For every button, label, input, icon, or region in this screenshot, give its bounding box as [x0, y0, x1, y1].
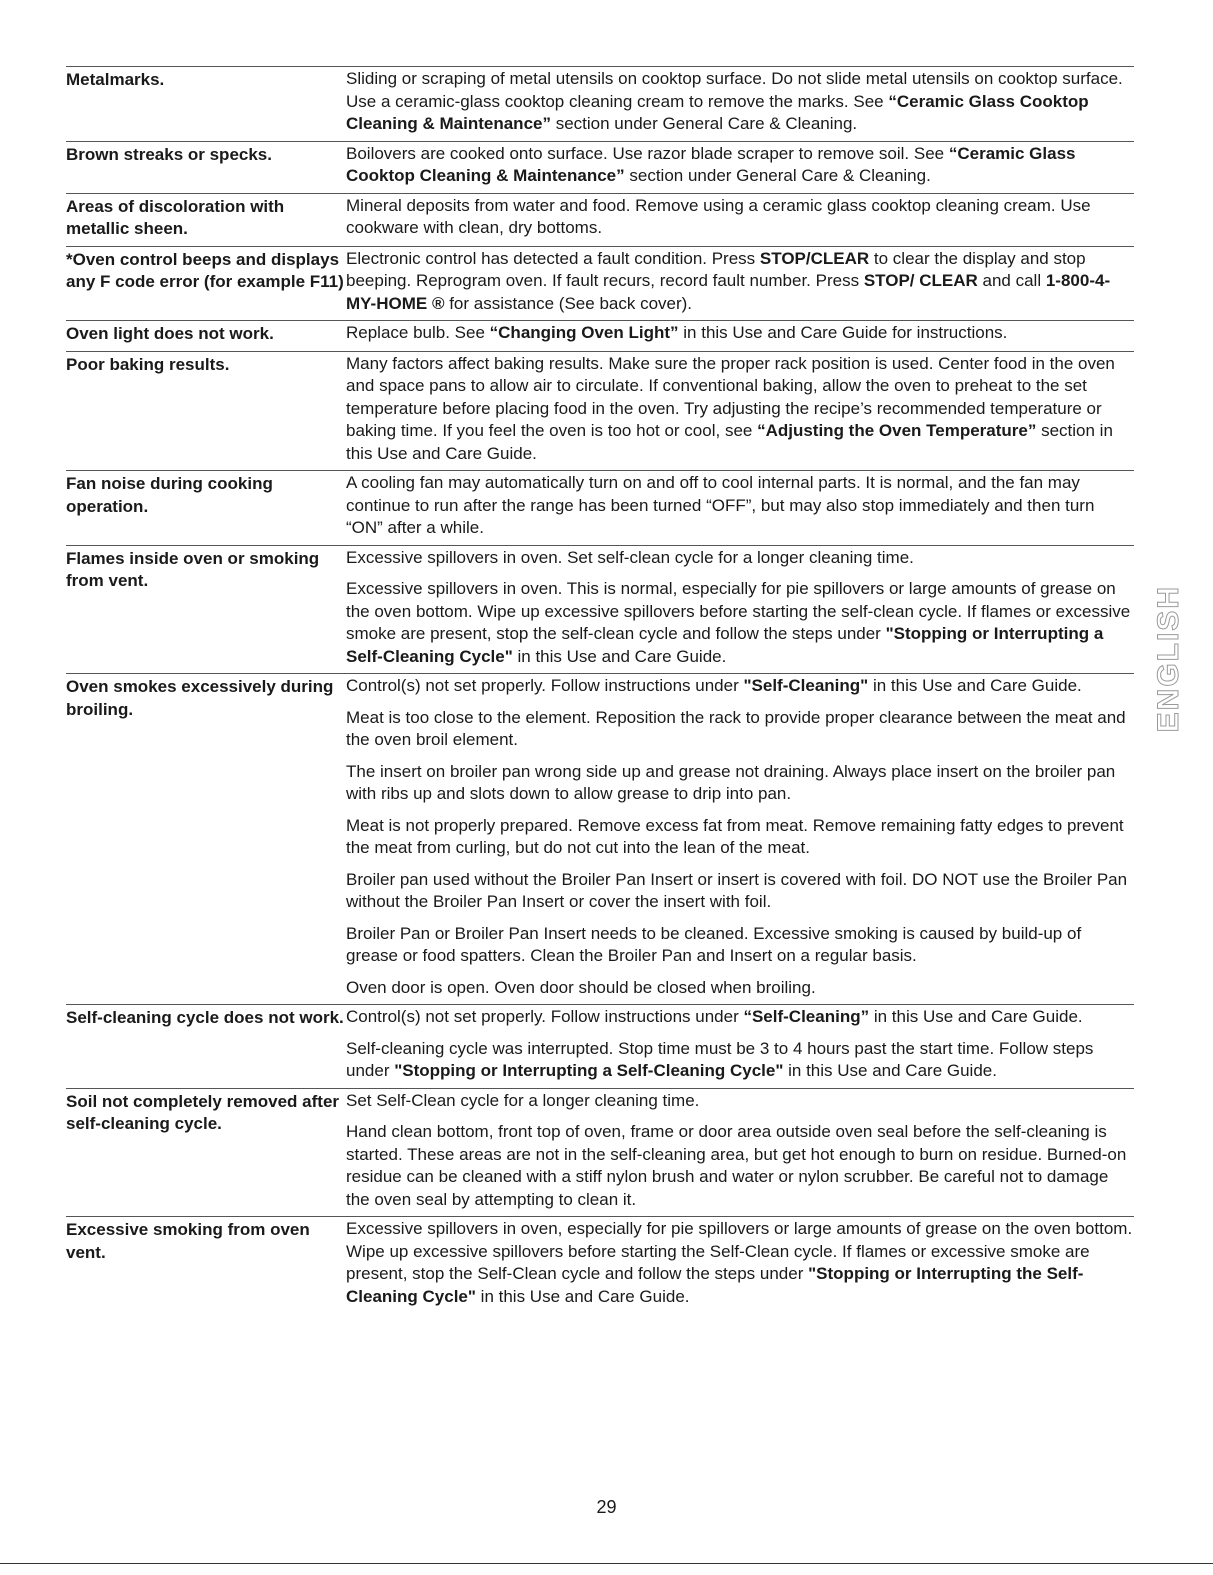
- causes-cell: [346, 675, 1134, 999]
- table-row: [66, 246, 1134, 321]
- cause-paragraph: [346, 353, 1134, 466]
- emphasis-text: “Self-Cleaning”: [743, 1007, 870, 1026]
- emphasis-text: STOP/CLEAR: [759, 248, 870, 268]
- text-run: Boilovers are cooked onto surface. Use razor blade scraper to remove soil. See: [346, 143, 949, 163]
- text-run: Control(s) not set properly. Follow instructions under: [346, 676, 744, 695]
- text-run: Excessive spillovers in oven. Set self-clean cycle for a longer cleaning time.: [346, 547, 914, 567]
- cause-paragraph: [346, 1090, 1134, 1113]
- problem-label: Fan noise during cooking operation.: [66, 474, 273, 516]
- problem-label: Soil not completely removed after self-cleaning cycle.: [66, 1091, 340, 1133]
- text-run: in this Use and Care Guide.: [868, 676, 1082, 695]
- text-run: section under General Care & Cleaning.: [550, 114, 858, 133]
- text-run: Electronic control has detected a fault condition. Press: [346, 248, 760, 268]
- text-run: Replace bulb. See: [346, 323, 490, 342]
- text-run: section under General Care & Cleaning.: [624, 166, 931, 185]
- cause-paragraph: [346, 248, 1134, 316]
- causes-cell: [346, 195, 1134, 241]
- text-run: Broiler Pan or Broiler Pan Insert needs to be cleaned. Excessive smoking is caused by build-up of grease or food spatters. Clean the Broiler Pan and Insert on a regular basis.: [346, 923, 1082, 965]
- text-run: in this Use and Care Guide.: [783, 1061, 997, 1080]
- problem-label: Oven smokes excessively during broiling.: [66, 677, 334, 719]
- causes-cell: [346, 248, 1134, 316]
- text-run: Excessive spillovers in oven. This is normal, especially for pie spillovers or large amounts of grease on the oven bottom. Wipe up excessive spillovers before starting the self-clean cycle. If flames or excessive smoke are present, stop the self-clean cycle and follow the steps under: [346, 579, 1131, 643]
- cause-paragraph: [346, 869, 1134, 914]
- text-run: in this Use and Care Guide.: [512, 646, 727, 666]
- text-run: Self-cleaning cycle was interrupted. Stop time must be 3 to 4 hours past the start time. Follow steps under: [346, 1038, 1094, 1080]
- emphasis-text: "Self-Cleaning": [743, 676, 869, 695]
- text-run: Mineral deposits from water and food. Remove using a ceramic glass cooktop cleaning cream. Use cookware with clean, dry bottoms.: [346, 195, 1091, 237]
- table-row: [66, 1088, 1134, 1217]
- problem-label: Areas of discoloration with metallic sheen.: [66, 196, 285, 238]
- causes-cell: [346, 143, 1134, 188]
- text-run: Sliding or scraping of metal utensils on cooktop surface. Do not slide metal utensils on cooktop surface. Use a ceramic-glass cooktop cleaning cream to remove the marks. See: [346, 69, 1123, 111]
- language-side-tab: [1152, 585, 1188, 735]
- cause-paragraph: [346, 1038, 1134, 1083]
- text-run: for assistance (See back cover).: [444, 293, 693, 313]
- cause-paragraph: [346, 547, 1134, 570]
- causes-cell: [346, 353, 1134, 466]
- text-run: in this Use and Care Guide.: [475, 1286, 690, 1306]
- cause-paragraph: [346, 195, 1134, 240]
- cause-paragraph: [346, 1218, 1134, 1308]
- cause-paragraph: [346, 977, 1134, 1000]
- cause-paragraph: [346, 68, 1134, 136]
- cause-paragraph: [346, 143, 1134, 188]
- emphasis-text: “Ceramic Glass Cooktop Cleaning & Maintenance”: [346, 91, 1089, 133]
- text-run: section in this Use and Care Guide.: [346, 421, 1113, 463]
- text-run: Broiler pan used without the Broiler Pan Insert or insert is covered with foil. DO NOT use the Broiler Pan without the Broiler Pan Insert or cover the insert with foil.: [346, 869, 1128, 911]
- table-row: [66, 1216, 1134, 1313]
- text-run: Meat is not properly prepared. Remove excess fat from meat. Remove remaining fatty edges to prevent the meat from curling, but do not cut into the lean of the meat.: [346, 815, 1124, 857]
- causes-cell: [346, 1090, 1134, 1212]
- table-row: [66, 141, 1134, 193]
- text-run: The insert on broiler pan wrong side up and grease not draining. Always place insert on the broiler pan with ribs up and slots down to allow grease to drip into pan.: [346, 761, 1116, 803]
- table-row: [66, 320, 1134, 351]
- table-row: [66, 1004, 1134, 1088]
- cause-paragraph: [346, 707, 1134, 752]
- text-run: Meat is too close to the element. Reposition the rack to provide proper clearance between the meat and the oven broil element.: [346, 707, 1126, 749]
- text-run: Control(s) not set properly. Follow instructions under: [346, 1007, 744, 1026]
- emphasis-text: "Stopping or Interrupting a Self-Cleaning Cycle": [394, 1061, 784, 1080]
- text-run: to clear the display and stop beeping. Reprogram oven. If fault recurs, record fault number. Press: [346, 248, 1086, 290]
- cause-paragraph: [346, 815, 1134, 860]
- emphasis-text: “Changing Oven Light”: [489, 323, 679, 342]
- text-run: A cooling fan may automatically turn on and off to cool internal parts. It is normal, and the fan may continue to run after the range has been turned “OFF”, but may also stop immediately and then turn “ON” after a while.: [346, 473, 1095, 537]
- table-row: [66, 193, 1134, 246]
- table-row: [66, 470, 1134, 545]
- text-run: in this Use and Care Guide for instructions.: [678, 323, 1008, 342]
- causes-cell: [346, 1218, 1134, 1308]
- text-run: Oven door is open. Oven door should be closed when broiling.: [346, 977, 816, 997]
- cause-paragraph: [346, 1006, 1134, 1029]
- problem-label: *Oven control beeps and displays any F code error (for example F11): [66, 249, 344, 291]
- problem-label: Poor baking results.: [66, 354, 230, 374]
- emphasis-text: 1-800-4-MY-HOME ®: [346, 271, 1111, 313]
- causes-cell: [346, 547, 1134, 669]
- cause-paragraph: [346, 1121, 1134, 1211]
- emphasis-text: "Stopping or Interrupting the Self-Cleaning Cycle": [346, 1264, 1084, 1306]
- problem-label: Metalmarks.: [66, 70, 165, 89]
- table-row: [66, 673, 1134, 1004]
- text-run: Set Self-Clean cycle for a longer cleaning time.: [346, 1090, 700, 1110]
- problem-label: Excessive smoking from oven vent.: [66, 1220, 310, 1262]
- problem-label: Flames inside oven or smoking from vent.: [66, 548, 320, 590]
- table-row: [66, 66, 1134, 141]
- cause-paragraph: [346, 761, 1134, 806]
- problem-label: Self-cleaning cycle does not work.: [66, 1008, 344, 1027]
- text-run: Many factors affect baking results. Make sure the proper rack position is used. Center food in the oven and space pans to allow air to circulate. If conventional baking, allow the oven to preheat to the set temperature before placing food in the oven. Try adjusting the recipe’s recommended temperature or baking time. If you feel the oven is too hot or cool, see: [346, 353, 1115, 440]
- text-run: and call: [977, 271, 1046, 290]
- causes-cell: [346, 472, 1134, 540]
- table-row: [66, 545, 1134, 674]
- emphasis-text: "Stopping or Interrupting a Self-Cleaning Cycle": [346, 624, 1104, 666]
- text-run: Hand clean bottom, front top of oven, frame or door area outside oven seal before the self-cleaning is started. These areas are not in the self-cleaning area, but get hot enough to burn on residue. Burned-on residue can be cleaned with a stiff nylon brush and water or nylon scrubber. Be careful not to damage the oven seal by attempting to clean it.: [346, 1122, 1127, 1209]
- text-run: in this Use and Care Guide.: [869, 1007, 1083, 1026]
- causes-cell: [346, 68, 1134, 136]
- cause-paragraph: [346, 578, 1134, 668]
- emphasis-text: “Adjusting the Oven Temperature”: [757, 421, 1037, 440]
- cause-paragraph: [346, 322, 1134, 345]
- text-run: Excessive spillovers in oven, especially for pie spillovers or large amounts of grease on the oven bottom. Wipe up excessive spillovers before starting the Self-Clean cycle. If flames or excessive smoke are present, stop the Self-Clean cycle and follow the steps under: [346, 1219, 1133, 1283]
- emphasis-text: STOP/ CLEAR: [863, 271, 978, 290]
- cause-paragraph: [346, 472, 1134, 540]
- language-label: ENGLISH: [1152, 585, 1185, 733]
- bottom-rule: [0, 1563, 1213, 1564]
- cause-paragraph: [346, 675, 1134, 698]
- page-number: 29: [596, 1497, 617, 1517]
- causes-cell: [346, 1006, 1134, 1083]
- emphasis-text: “Ceramic Glass Cooktop Cleaning & Maintenance”: [346, 143, 1076, 185]
- problem-label: Brown streaks or specks.: [66, 144, 272, 164]
- table-row: [66, 351, 1134, 471]
- troubleshooting-table: [66, 66, 1134, 1313]
- problem-label: Oven light does not work.: [66, 324, 274, 343]
- cause-paragraph: [346, 923, 1134, 968]
- causes-cell: [346, 322, 1134, 346]
